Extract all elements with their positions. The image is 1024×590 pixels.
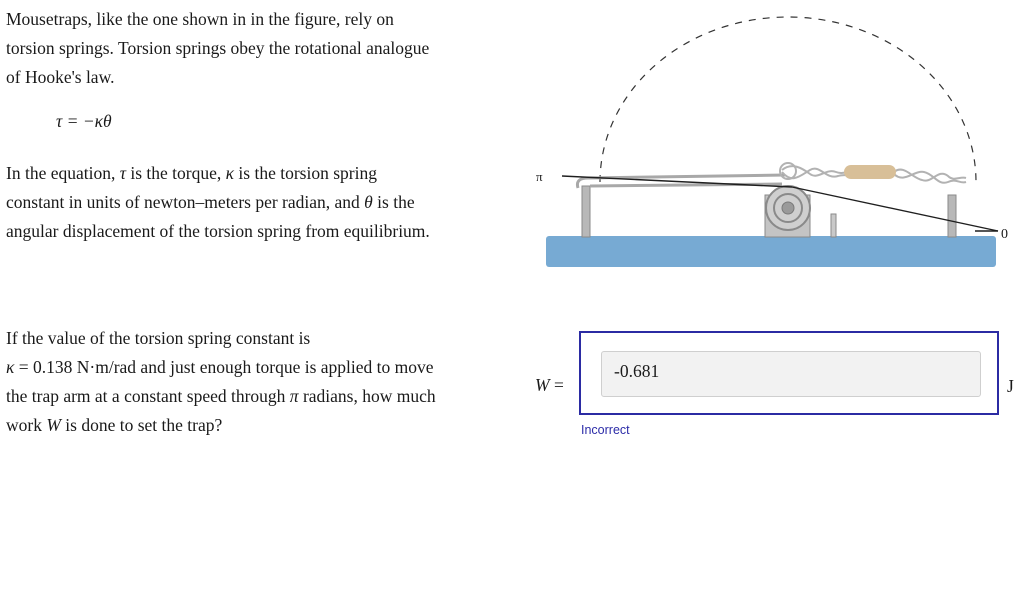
text-run: constant in units of newton–meters per radian, and — [6, 192, 365, 212]
text-run: is done to set the trap? — [60, 415, 223, 435]
question-line: If the value of the torsion spring constant is — [6, 328, 311, 348]
text-run: is the torque, — [125, 163, 226, 183]
intro-line: Mousetraps, like the one shown in in the figure, rely on — [6, 9, 394, 29]
equals-sign: = — [553, 375, 564, 395]
mousetrap-figure — [520, 0, 1020, 280]
pi-symbol: π — [289, 386, 299, 406]
hookes-law-equation: τ = −κθ — [56, 111, 112, 131]
unit-label: J — [1007, 376, 1014, 396]
right-post — [948, 195, 956, 237]
label-pi: π — [536, 169, 543, 184]
label-zero: 0 — [1001, 227, 1008, 242]
left-post — [582, 186, 590, 237]
tau-symbol: τ — [119, 163, 126, 183]
pin — [831, 214, 836, 237]
text-run: = 0.138 N·m/rad and just enough torque is applied to move — [14, 357, 434, 377]
explanation-paragraph — [6, 159, 430, 246]
theta-symbol: θ — [364, 192, 373, 212]
explanation-line: angular displacement of the torsion spring from equilibrium. — [6, 221, 430, 241]
intro-line: of Hooke's law. — [6, 67, 115, 87]
answer-variable-label — [535, 375, 564, 396]
text-run: In the equation, — [6, 163, 120, 183]
explanation-line — [6, 159, 430, 188]
text-run: work — [6, 415, 47, 435]
answer-status: Incorrect — [581, 423, 630, 437]
spring-coil-core — [782, 202, 794, 214]
text-run: is the — [372, 192, 415, 212]
kappa-symbol: κ — [225, 163, 235, 183]
text-run: the trap arm at a constant speed through — [6, 386, 290, 406]
arm-angle-line — [792, 187, 998, 231]
explanation-line — [6, 188, 430, 217]
text-run: radians, how much — [298, 386, 436, 406]
question-paragraph — [6, 324, 436, 440]
question-line — [6, 411, 436, 440]
question-line — [6, 382, 436, 411]
text-run: is the torsion spring — [234, 163, 377, 183]
question-line — [6, 353, 436, 382]
intro-line: torsion springs. Torsion springs obey the rotational analogue — [6, 38, 430, 58]
bait-cheese — [844, 165, 896, 179]
w-symbol: W — [535, 375, 550, 395]
answer-input[interactable] — [601, 351, 981, 397]
answer-box — [579, 331, 999, 415]
twisted-wire-right — [894, 170, 966, 183]
trap-base — [546, 236, 996, 267]
w-symbol: W — [46, 415, 61, 435]
arm-sweep-arc — [600, 17, 976, 182]
intro-paragraph — [6, 5, 429, 92]
kappa-symbol: κ — [6, 357, 15, 377]
